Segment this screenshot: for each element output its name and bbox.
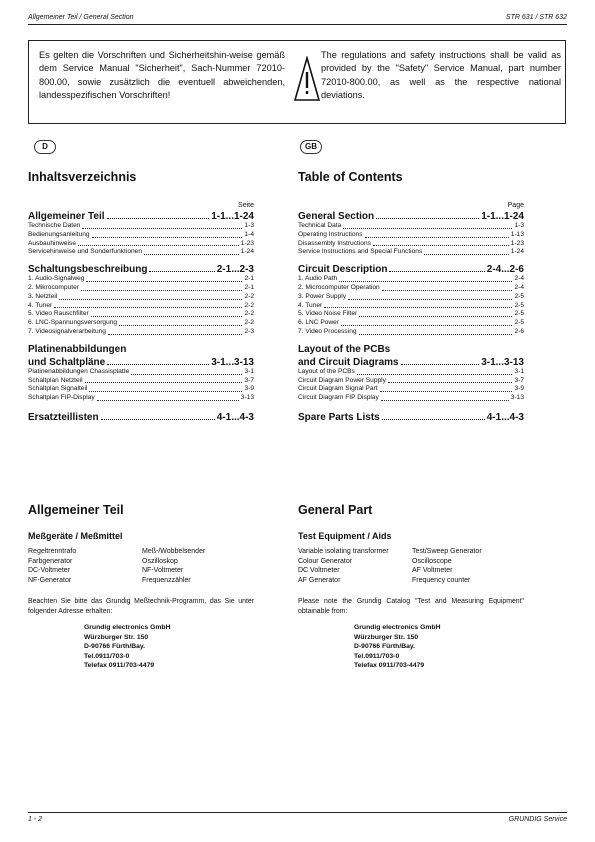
toc-entry-label: Servicehinweise und Sonderfunktionen bbox=[28, 248, 142, 256]
section-page-range: 2-1...2-3 bbox=[216, 264, 254, 276]
dot-leader bbox=[348, 293, 512, 300]
toc-entry-label: 5. Video Noise Filter bbox=[298, 310, 358, 318]
toc-entry-label: Schaltplan FIP-Display bbox=[28, 394, 95, 402]
dot-leader bbox=[107, 357, 209, 365]
toc-entry-label: Ausbauhinweise bbox=[28, 239, 77, 247]
section-title: Ersatzteillisten bbox=[28, 411, 99, 423]
equipment-item: Variable isolating transformer bbox=[298, 548, 389, 555]
dot-leader bbox=[54, 302, 242, 309]
toc-entry-page: 1-24 bbox=[510, 248, 524, 256]
toc-entry-label: Bedienungsanleitung bbox=[28, 230, 90, 238]
address-line: Würzburger Str. 150 bbox=[354, 633, 419, 641]
dot-leader bbox=[343, 222, 512, 229]
toc-entry-page: 1-13 bbox=[510, 230, 524, 238]
section-page-range: 2-4...2-6 bbox=[486, 264, 524, 276]
toc-entry-label: Service Instructions and Special Functions bbox=[298, 248, 423, 256]
toc-entry-page: 3-9 bbox=[514, 385, 524, 393]
address-block bbox=[354, 623, 524, 671]
dot-leader bbox=[424, 248, 509, 255]
section-heading-row bbox=[298, 357, 524, 368]
toc-entry-label: 2. Microcomputer Operation bbox=[298, 283, 380, 291]
toc-entry-page: 2-4 bbox=[514, 283, 524, 291]
toc-entry-label: 3. Power Supply bbox=[298, 292, 347, 300]
toc-entry bbox=[28, 284, 254, 293]
equipment-title: Test Equipment / Aids bbox=[298, 531, 392, 541]
dot-leader bbox=[149, 264, 214, 272]
dot-leader bbox=[85, 377, 243, 384]
equipment-item: Colour Generator bbox=[298, 557, 353, 565]
section-page-range: 4-1...4-3 bbox=[486, 411, 524, 423]
dot-leader bbox=[339, 275, 512, 282]
toc-entry-label: Circuit Diagram Signal Part bbox=[298, 385, 378, 393]
catalog-note: Beachten Sie bitte das Grundig Meßtechnik-Programm, das Sie unter folgender Adresse erhalten: bbox=[28, 598, 254, 615]
toc-entry-label: 3. Netzteil bbox=[28, 292, 58, 300]
toc-entry bbox=[298, 368, 524, 377]
section-title: Layout of the PCBs bbox=[298, 343, 391, 355]
language-badge-gb: GB bbox=[300, 140, 322, 154]
equipment-title: Meßgeräte / Meßmittel bbox=[28, 531, 123, 541]
dot-leader bbox=[97, 394, 239, 401]
equipment-item: Farbgenerator bbox=[28, 557, 73, 565]
section-page-range: 3-1...3-13 bbox=[481, 356, 524, 368]
section-title: Allgemeiner Teil bbox=[28, 211, 105, 222]
toc-entry-page: 3-13 bbox=[240, 394, 254, 402]
section-title: Schaltungsbeschreibung bbox=[28, 264, 148, 276]
toc-entry bbox=[28, 240, 254, 249]
toc-entry-page: 2-5 bbox=[514, 319, 524, 327]
equipment-item: DC-Voltmeter bbox=[28, 567, 71, 574]
address-line: Tel.0911/703-0 bbox=[84, 652, 130, 660]
toc-entry-label: Circuit Diagram FIP Display bbox=[298, 394, 379, 402]
footer-brand: GRUNDIG Service bbox=[508, 816, 567, 823]
general-column-de bbox=[28, 503, 254, 671]
toc-entry-page: 2-5 bbox=[514, 292, 524, 300]
toc-entry bbox=[28, 248, 254, 257]
section-title: General Section bbox=[298, 211, 375, 222]
toc-entry-page: 3-1 bbox=[514, 367, 524, 375]
dot-leader bbox=[389, 264, 484, 272]
notice-text-de: Es gelten die Vorschriften und Sicherheitshin-weise gemäß dem Service Manual "Sicherheit", Sach-Nummer 72010-800.00, sowie zusätzlich die eventuell abweichenden, landesspezifischen Vorschriften! bbox=[39, 50, 285, 100]
section-page-range: 4-1...4-3 bbox=[216, 411, 254, 423]
toc-entry-label: Platinenabbildungen Chassisplatte bbox=[28, 367, 130, 375]
toc-entry bbox=[28, 368, 254, 377]
toc-entry-page: 1-3 bbox=[244, 222, 254, 229]
section-title: Spare Parts Lists bbox=[298, 411, 380, 423]
toc-entry bbox=[28, 293, 254, 302]
toc-entry-page: 2-1 bbox=[244, 275, 254, 283]
section-heading-row bbox=[298, 412, 524, 423]
dot-leader bbox=[359, 328, 513, 335]
toc-entry-page: 1-24 bbox=[240, 248, 254, 256]
toc-title: Table of Contents bbox=[298, 170, 403, 184]
dot-leader bbox=[82, 222, 242, 229]
toc-entry-page: 3-7 bbox=[244, 376, 254, 384]
toc-entry-page: 3-1 bbox=[244, 367, 254, 375]
toc-entry bbox=[298, 328, 524, 337]
address-line: D-90766 Fürth/Bay. bbox=[354, 643, 416, 651]
section-page-range: 1-1...1-24 bbox=[481, 211, 524, 222]
header-right: STR 631 / STR 632 bbox=[505, 14, 567, 21]
toc-entry-label: Technische Daten bbox=[28, 222, 81, 229]
toc-entry-label: Disassembly Instructions bbox=[298, 239, 371, 247]
toc-entry-page: 3-13 bbox=[510, 394, 524, 402]
dot-leader bbox=[381, 394, 509, 401]
address-line: Grundig electronics GmbH bbox=[84, 624, 171, 631]
equipment-item: Test/Sweep Generator bbox=[412, 548, 482, 555]
toc-entry-page: 2-6 bbox=[514, 327, 524, 335]
equipment-item: Meß-/Wobbelsender bbox=[142, 548, 206, 555]
dot-leader bbox=[81, 284, 243, 291]
address-line: Würzburger Str. 150 bbox=[84, 633, 149, 641]
notice-text-en: The regulations and safety instructions shall be valid as provided by the "Safety" Service Manual, part number 72010-800.00, as well as the respective national deviations. bbox=[321, 50, 561, 100]
toc-entry-label: 2. Mikrocomputer bbox=[28, 283, 79, 291]
dot-leader bbox=[144, 248, 239, 255]
dot-leader bbox=[359, 310, 512, 317]
dot-leader bbox=[382, 412, 485, 420]
section-heading-row bbox=[298, 264, 524, 275]
equipment-item: Oscilloscope bbox=[412, 557, 452, 565]
dot-leader bbox=[108, 328, 243, 335]
dot-leader bbox=[91, 310, 243, 317]
toc-entry bbox=[298, 275, 524, 284]
toc-column-de bbox=[28, 170, 254, 423]
toc-entry-label: Schaltplan Signalteil bbox=[28, 385, 88, 393]
toc-entry bbox=[298, 231, 524, 240]
footer-page-number: 1 - 2 bbox=[28, 816, 43, 823]
page-footer bbox=[28, 812, 567, 823]
toc-entry-page: 2-5 bbox=[514, 301, 524, 309]
general-column-gb bbox=[298, 503, 524, 671]
page-column-label: Seite bbox=[238, 202, 254, 209]
dot-leader bbox=[59, 293, 242, 300]
address-line: D-90766 Fürth/Bay. bbox=[84, 643, 146, 651]
toc-entry bbox=[298, 394, 524, 403]
address-line: Grundig electronics GmbH bbox=[354, 624, 441, 631]
toc-entry bbox=[28, 310, 254, 319]
equipment-item: Frequenzzähler bbox=[142, 576, 191, 584]
toc-entry-page: 2-2 bbox=[244, 301, 254, 309]
toc-entry-page: 2-3 bbox=[244, 327, 254, 335]
toc-entry-page: 2-2 bbox=[244, 310, 254, 318]
toc-entry-page: 2-5 bbox=[514, 310, 524, 318]
dot-leader bbox=[382, 284, 513, 291]
toc-entry bbox=[28, 377, 254, 386]
section-page-range: 1-1...1-24 bbox=[211, 211, 254, 222]
toc-entry bbox=[28, 302, 254, 311]
section-title: Platinenabbildungen bbox=[28, 343, 127, 355]
equipment-item: Frequency counter bbox=[412, 576, 471, 584]
dot-leader bbox=[373, 240, 509, 247]
toc-entry bbox=[298, 310, 524, 319]
toc-entry-label: Operating Instructions bbox=[298, 230, 363, 238]
toc-entry-page: 2-2 bbox=[244, 319, 254, 327]
toc-entry-page: 3-7 bbox=[514, 376, 524, 384]
section-title: Circuit Description bbox=[298, 264, 388, 276]
section-heading-row bbox=[28, 264, 254, 275]
address-line: Telefax 0911/703-4479 bbox=[354, 662, 425, 670]
equipment-item: AF Voltmeter bbox=[412, 567, 453, 574]
section-page-range: 3-1...3-13 bbox=[211, 356, 254, 368]
toc-entry-page: 3-9 bbox=[244, 385, 254, 393]
toc-entry-label: 7. Video Processing bbox=[298, 327, 357, 335]
toc-entry-page: 1-4 bbox=[244, 230, 254, 238]
toc-entry-label: 5. Video Rauschfilter bbox=[28, 310, 89, 318]
section-heading-row bbox=[28, 412, 254, 423]
toc-entry bbox=[298, 248, 524, 257]
header-left: Allgemeiner Teil / General Section bbox=[28, 14, 134, 21]
toc-entry-page: 1-23 bbox=[240, 239, 254, 247]
warning-triangle-icon bbox=[294, 56, 320, 102]
toc-entry-label: Layout of the PCBs bbox=[298, 367, 355, 375]
catalog-note: Please note the Grundig Catalog "Test and Measuring Equipment" obtainable from: bbox=[298, 598, 524, 615]
equipment-item: NF-Voltmeter bbox=[142, 567, 184, 574]
dot-leader bbox=[341, 319, 512, 326]
dot-leader bbox=[92, 231, 243, 238]
equipment-list bbox=[298, 547, 524, 585]
toc-entry bbox=[298, 319, 524, 328]
dot-leader bbox=[107, 211, 210, 219]
dot-leader bbox=[89, 385, 242, 392]
dot-leader bbox=[357, 368, 513, 375]
section-heading-row bbox=[298, 211, 524, 222]
toc-entry bbox=[298, 222, 524, 231]
toc-entry-label: 4. Tuner bbox=[298, 301, 323, 309]
toc-entry-page: 2-1 bbox=[244, 283, 254, 291]
dot-leader bbox=[365, 231, 509, 238]
toc-entry-label: 7. Videosignalverarbeitung bbox=[28, 327, 106, 335]
toc-entry-label: 4. Tuner bbox=[28, 301, 53, 309]
dot-leader bbox=[388, 377, 513, 384]
page-column-label: Page bbox=[507, 202, 524, 209]
general-part-title: Allgemeiner Teil bbox=[28, 503, 124, 517]
address-line: Telefax 0911/703-4479 bbox=[84, 662, 155, 670]
toc-entry-page: 2-2 bbox=[244, 292, 254, 300]
address-block bbox=[84, 623, 254, 671]
language-badge-de: D bbox=[34, 140, 56, 154]
toc-entry bbox=[28, 319, 254, 328]
equipment-item: Regeltrenntrafo bbox=[28, 548, 77, 555]
equipment-item: Oszilloskop bbox=[142, 557, 178, 565]
toc-entry bbox=[298, 385, 524, 394]
toc-entry-page: 1-23 bbox=[510, 239, 524, 247]
section-title-line2: and Circuit Diagrams bbox=[298, 356, 399, 368]
toc-entry bbox=[298, 293, 524, 302]
toc-entry bbox=[28, 328, 254, 337]
toc-entry bbox=[298, 377, 524, 386]
section-heading-row bbox=[28, 357, 254, 368]
dot-leader bbox=[86, 275, 242, 282]
toc-entry bbox=[298, 302, 524, 311]
toc-entry-label: 1. Audio Path bbox=[298, 275, 338, 283]
dot-leader bbox=[324, 302, 512, 309]
toc-entry-label: 6. LNC-Spannungsversorgung bbox=[28, 319, 118, 327]
dot-leader bbox=[78, 240, 239, 247]
toc-entry-label: Circuit Diagram Power Supply bbox=[298, 376, 386, 384]
equipment-item: NF-Generator bbox=[28, 576, 72, 584]
toc-entry-label: 6. LNC Power bbox=[298, 319, 340, 327]
toc-entry bbox=[28, 231, 254, 240]
toc-entry bbox=[28, 222, 254, 231]
equipment-list bbox=[28, 547, 254, 585]
toc-entry-page: 1-3 bbox=[514, 222, 524, 229]
dot-leader bbox=[101, 412, 215, 420]
toc-entry-page: 2-4 bbox=[514, 275, 524, 283]
toc-entry bbox=[298, 284, 524, 293]
toc-title: Inhaltsverzeichnis bbox=[28, 170, 137, 184]
section-heading-row bbox=[28, 211, 254, 222]
general-part-title: General Part bbox=[298, 503, 373, 517]
toc-entry bbox=[28, 394, 254, 403]
safety-notice-box bbox=[28, 40, 566, 124]
address-line: Tel.0911/703-0 bbox=[354, 652, 400, 660]
dot-leader bbox=[401, 357, 480, 365]
equipment-item: DC Voltmeter bbox=[298, 567, 340, 574]
equipment-item: AF Generator bbox=[298, 576, 341, 584]
toc-entry bbox=[28, 385, 254, 394]
dot-leader bbox=[376, 211, 479, 219]
dot-leader bbox=[380, 385, 513, 392]
toc-entry bbox=[28, 275, 254, 284]
toc-entry-label: Technical Data bbox=[298, 222, 342, 229]
toc-column-gb bbox=[298, 170, 524, 423]
toc-entry bbox=[298, 240, 524, 249]
dot-leader bbox=[119, 319, 242, 326]
section-title-line2: und Schaltpläne bbox=[28, 356, 106, 368]
page-header bbox=[28, 14, 567, 25]
toc-entry-label: 1. Audio-Signalweg bbox=[28, 275, 85, 283]
dot-leader bbox=[131, 368, 242, 375]
toc-entry-label: Schaltplan Netzteil bbox=[28, 376, 83, 384]
